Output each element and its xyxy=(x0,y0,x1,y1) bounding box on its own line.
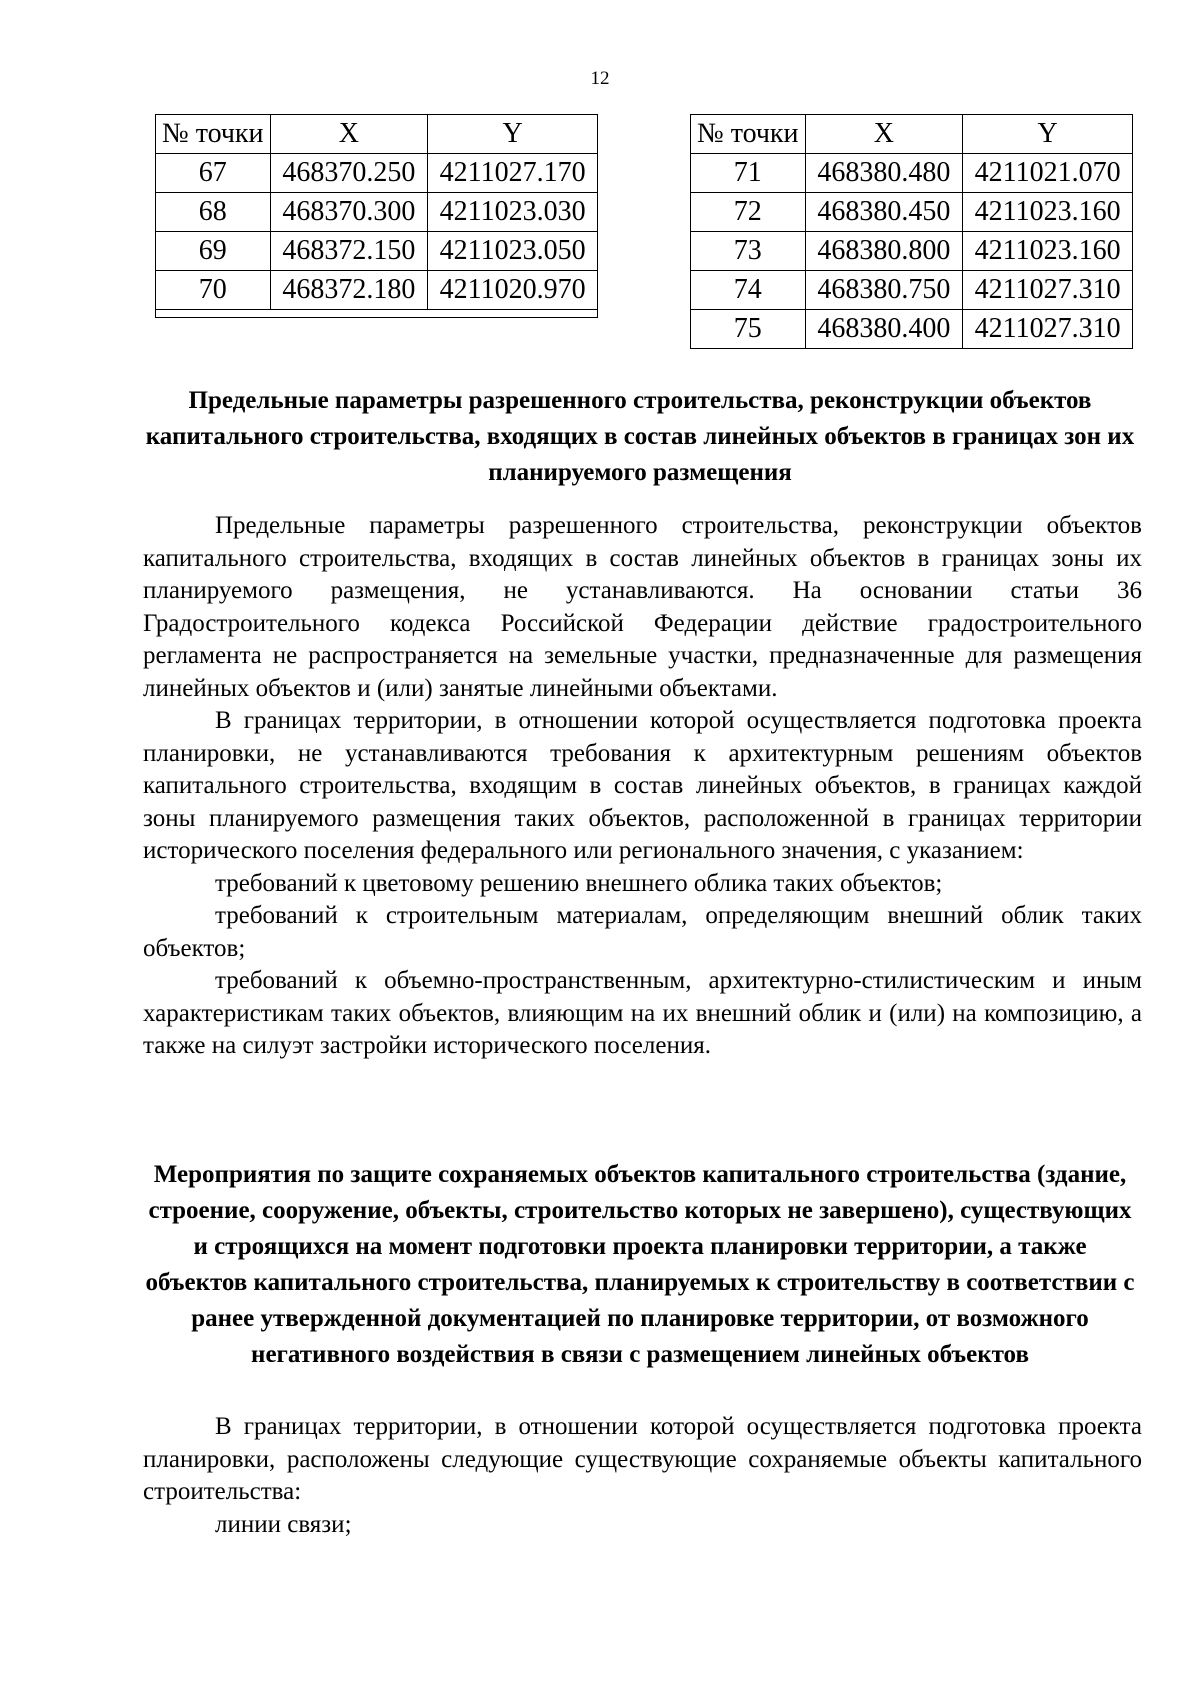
page-number: 12 xyxy=(590,68,610,89)
y-coordinate: 4211023.050 xyxy=(428,232,598,271)
table-row xyxy=(156,154,598,193)
section-body-protection-measures xyxy=(143,1411,1142,1541)
coordinates-table-right xyxy=(690,114,1133,349)
column-header-point: № точки xyxy=(156,115,271,154)
x-coordinate: 468372.180 xyxy=(270,271,428,310)
y-coordinate: 4211027.310 xyxy=(963,271,1133,310)
column-header-x: X xyxy=(270,115,428,154)
point-number: 75 xyxy=(691,310,806,349)
empty-cell xyxy=(156,310,598,318)
paragraph: Предельные параметры разрешенного строительства, реконструкции объектов капитального строительства, входящих в состав линейных объектов в границах зоны их планируемого размещения, не устанавливаются. На основании статьи 36 Градостроительного кодекса Российской Федерации действие градостроительного регламента не распространяется на земельные участки, предназначенные для размещения линейных объектов и (или) занятые линейными объектами. xyxy=(143,512,1142,702)
x-coordinate: 468380.800 xyxy=(805,232,963,271)
section-heading-limit-parameters: Предельные параметры разрешенного строительства, реконструкции объектов капитального строительства, входящих в состав линейных объектов в границах зон их планируемого размещения xyxy=(145,387,1135,486)
x-coordinate: 468370.250 xyxy=(270,154,428,193)
table-row xyxy=(156,193,598,232)
point-number: 68 xyxy=(156,193,271,232)
paragraph: В границах территории, в отношении которой осуществляется подготовка проекта планировки, расположены следующие существующие сохраняемые объекты капитального строительства: xyxy=(143,1413,1142,1505)
table-row xyxy=(691,271,1133,310)
list-item: требований к объемно-пространственным, архитектурно-стилистическим и иным характеристикам таких объектов, влияющим на их внешний облик и (или) на композицию, а также на силуэт застройки исторического поселения. xyxy=(143,967,1142,1059)
x-coordinate: 468380.400 xyxy=(805,310,963,349)
point-number: 71 xyxy=(691,154,806,193)
column-header-point: № точки xyxy=(691,115,806,154)
column-header-y: Y xyxy=(963,115,1133,154)
table-row xyxy=(691,154,1133,193)
y-coordinate: 4211027.310 xyxy=(963,310,1133,349)
paragraph: В границах территории, в отношении которой осуществляется подготовка проекта планировки, не устанавливаются требования к архитектурным решениям объектов капитального строительства, входящим в состав линейных объектов, в границах каждой зоны планируемого размещения таких объектов, расположенной в границах территории исторического поселения федерального или регионального значения, с указанием: xyxy=(143,707,1142,864)
table-row xyxy=(691,232,1133,271)
section-heading-protection-measures: Мероприятия по защите сохраняемых объектов капитального строительства (здание, строение, сооружение, объекты, строительство которых не завершено), существующих и строящихся на момент подготовки проекта планировки территории, а также объектов капитального строительства, планируемых к строительству в соответствии с ранее утвержденной документацией по планировке территории, от возможного негативного воздействия в связи с размещением линейных объектов xyxy=(145,1161,1135,1368)
table-header-row xyxy=(691,115,1133,154)
table-row xyxy=(156,232,598,271)
table-header-row xyxy=(156,115,598,154)
point-number: 67 xyxy=(156,154,271,193)
point-number: 72 xyxy=(691,193,806,232)
list-item: требований к строительным материалам, определяющим внешний облик таких объектов; xyxy=(143,902,1142,962)
point-number: 73 xyxy=(691,232,806,271)
table-row xyxy=(691,193,1133,232)
point-number: 74 xyxy=(691,271,806,310)
column-header-y: Y xyxy=(428,115,598,154)
coordinates-table-left xyxy=(155,114,598,318)
table-row xyxy=(691,310,1133,349)
y-coordinate: 4211023.160 xyxy=(963,232,1133,271)
x-coordinate: 468370.300 xyxy=(270,193,428,232)
x-coordinate: 468380.480 xyxy=(805,154,963,193)
list-item: линии связи; xyxy=(215,1510,352,1538)
y-coordinate: 4211020.970 xyxy=(428,271,598,310)
x-coordinate: 468380.450 xyxy=(805,193,963,232)
y-coordinate: 4211021.070 xyxy=(963,154,1133,193)
point-number: 70 xyxy=(156,271,271,310)
table-empty-row xyxy=(156,310,598,318)
column-header-x: X xyxy=(805,115,963,154)
table-row xyxy=(156,271,598,310)
x-coordinate: 468380.750 xyxy=(805,271,963,310)
y-coordinate: 4211023.160 xyxy=(963,193,1133,232)
point-number: 69 xyxy=(156,232,271,271)
section-body-limit-parameters xyxy=(143,510,1142,1063)
y-coordinate: 4211027.170 xyxy=(428,154,598,193)
x-coordinate: 468372.150 xyxy=(270,232,428,271)
y-coordinate: 4211023.030 xyxy=(428,193,598,232)
list-item: требований к цветовому решению внешнего облика таких объектов; xyxy=(215,869,943,897)
